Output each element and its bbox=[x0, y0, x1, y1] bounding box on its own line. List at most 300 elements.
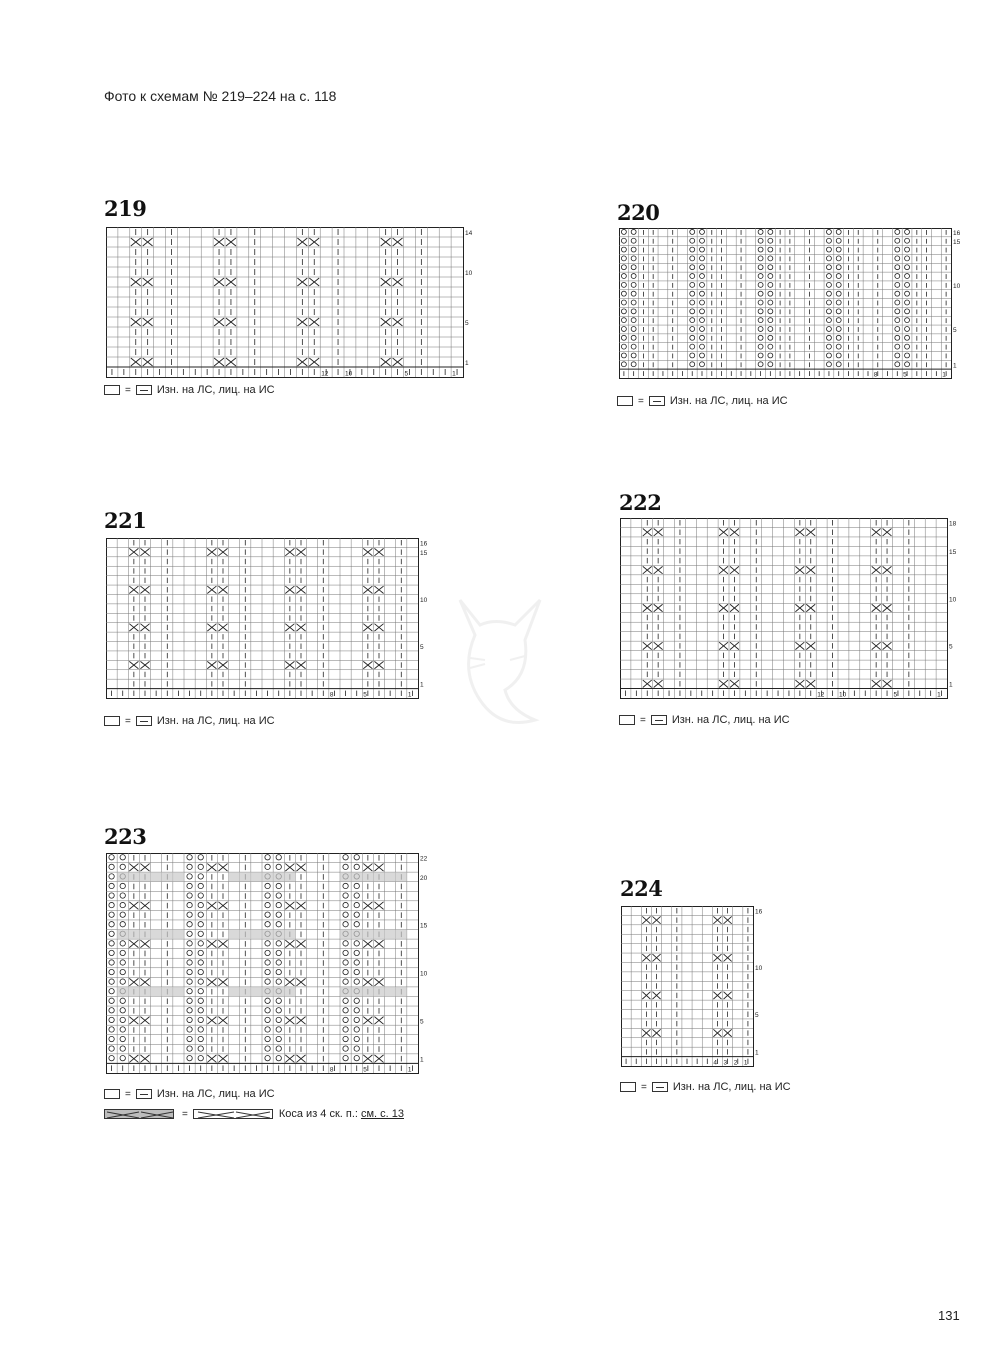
cable-shading bbox=[340, 930, 407, 940]
stitch-symbol bbox=[643, 528, 652, 535]
stitch-symbol bbox=[109, 969, 114, 974]
row-label: 1 bbox=[755, 1049, 759, 1057]
stitch-symbol bbox=[806, 642, 815, 649]
stitch-symbol bbox=[218, 548, 227, 555]
page-number: 131 bbox=[938, 1308, 960, 1323]
chart-number: 219 bbox=[104, 196, 147, 221]
stitch-symbol bbox=[905, 265, 910, 270]
stitch-symbol bbox=[120, 864, 125, 869]
stitch-symbol bbox=[109, 1008, 114, 1013]
stitch-symbol bbox=[129, 548, 138, 555]
stitch-symbol bbox=[700, 282, 705, 287]
stitch-symbol bbox=[109, 864, 114, 869]
stitch-symbol bbox=[309, 318, 319, 326]
stitch-symbol bbox=[207, 661, 216, 668]
stitch-symbol bbox=[768, 344, 773, 349]
stitch-symbol bbox=[309, 278, 319, 286]
stitch-symbol bbox=[187, 902, 192, 907]
stitch-symbol bbox=[140, 902, 149, 910]
stitch-symbol bbox=[140, 978, 149, 986]
row-label: 10 bbox=[953, 283, 961, 290]
stitch-symbol bbox=[719, 642, 728, 649]
col-label: 5 bbox=[363, 691, 367, 699]
stitch-symbol bbox=[621, 300, 626, 305]
stitch-symbol bbox=[768, 265, 773, 270]
stitch-symbol bbox=[276, 1017, 281, 1022]
stitch-symbol bbox=[276, 1008, 281, 1013]
stitch-symbol bbox=[276, 1055, 281, 1060]
stitch-symbol bbox=[187, 874, 192, 879]
stitch-symbol bbox=[276, 1036, 281, 1041]
stitch-symbol bbox=[354, 855, 359, 860]
stitch-symbol bbox=[285, 864, 294, 872]
empty-cell-symbol-icon bbox=[620, 1082, 636, 1092]
stitch-symbol bbox=[905, 282, 910, 287]
row-label: 5 bbox=[949, 643, 953, 651]
stitch-symbol bbox=[343, 1008, 348, 1013]
stitch-symbol bbox=[109, 1027, 114, 1032]
stitch-symbol bbox=[730, 642, 739, 649]
purl-symbol-icon bbox=[649, 396, 665, 406]
stitch-symbol bbox=[895, 309, 900, 314]
row-label: 10 bbox=[465, 270, 473, 277]
stitch-symbol bbox=[836, 238, 841, 243]
stitch-symbol bbox=[690, 291, 695, 296]
stitch-symbol bbox=[643, 642, 652, 649]
stitch-symbol bbox=[187, 864, 192, 869]
stitch-symbol bbox=[700, 265, 705, 270]
stitch-symbol bbox=[187, 998, 192, 1003]
stitch-symbol bbox=[905, 247, 910, 252]
stitch-symbol bbox=[631, 238, 636, 243]
purl-symbol-icon bbox=[136, 385, 152, 395]
empty-cell-symbol-icon bbox=[104, 1089, 120, 1099]
stitch-symbol bbox=[826, 247, 831, 252]
stitch-symbol bbox=[700, 229, 705, 234]
stitch-symbol bbox=[690, 238, 695, 243]
stitch-symbol bbox=[905, 335, 910, 340]
stitch-symbol bbox=[826, 353, 831, 358]
stitch-symbol bbox=[296, 661, 305, 668]
row-label: 10 bbox=[420, 597, 428, 604]
stitch-symbol bbox=[343, 922, 348, 927]
stitch-symbol bbox=[652, 916, 660, 923]
stitch-symbol bbox=[374, 864, 383, 872]
stitch-symbol bbox=[768, 238, 773, 243]
stitch-symbol bbox=[265, 1027, 270, 1032]
stitch-symbol bbox=[296, 940, 305, 948]
chart-block-223 bbox=[104, 824, 464, 1134]
stitch-symbol bbox=[354, 1046, 359, 1051]
stitch-symbol bbox=[218, 1017, 227, 1025]
stitch-symbol bbox=[218, 1055, 227, 1063]
stitch-symbol bbox=[374, 548, 383, 555]
stitch-symbol bbox=[207, 624, 216, 631]
stitch-symbol bbox=[343, 893, 348, 898]
stitch-symbol bbox=[836, 229, 841, 234]
stitch-symbol bbox=[187, 960, 192, 965]
knitting-chart-grid bbox=[106, 538, 436, 708]
col-label: 5 bbox=[404, 370, 409, 378]
row-label: 16 bbox=[420, 540, 428, 548]
stitch-symbol bbox=[719, 528, 728, 535]
stitch-symbol bbox=[265, 969, 270, 974]
chart-block-220 bbox=[617, 200, 977, 410]
stitch-symbol bbox=[265, 1017, 270, 1022]
legend-row bbox=[104, 384, 275, 396]
stitch-symbol bbox=[758, 256, 763, 261]
stitch-symbol bbox=[621, 318, 626, 323]
row-label: 18 bbox=[949, 520, 957, 528]
stitch-symbol bbox=[631, 256, 636, 261]
stitch-symbol bbox=[895, 335, 900, 340]
stitch-symbol bbox=[374, 661, 383, 668]
stitch-symbol bbox=[143, 318, 153, 326]
stitch-symbol bbox=[207, 1055, 216, 1063]
stitch-symbol bbox=[652, 954, 660, 961]
stitch-symbol bbox=[700, 344, 705, 349]
row-label: 15 bbox=[953, 238, 961, 246]
stitch-symbol bbox=[374, 902, 383, 910]
cable-shading bbox=[117, 872, 184, 882]
stitch-symbol bbox=[631, 309, 636, 314]
stitch-symbol bbox=[631, 229, 636, 234]
chart-number: 220 bbox=[617, 200, 660, 225]
stitch-symbol bbox=[621, 229, 626, 234]
stitch-symbol bbox=[642, 1029, 650, 1036]
stitch-symbol bbox=[381, 238, 391, 246]
stitch-symbol bbox=[621, 282, 626, 287]
stitch-symbol bbox=[276, 912, 281, 917]
stitch-symbol bbox=[690, 229, 695, 234]
stitch-symbol bbox=[296, 1017, 305, 1025]
stitch-symbol bbox=[131, 318, 141, 326]
stitch-symbol bbox=[187, 931, 192, 936]
stitch-symbol bbox=[140, 548, 149, 555]
cable-shading bbox=[229, 987, 296, 997]
stitch-symbol bbox=[265, 893, 270, 898]
knitting-chart-grid bbox=[106, 227, 481, 387]
stitch-symbol bbox=[768, 362, 773, 367]
stitch-symbol bbox=[895, 247, 900, 252]
stitch-symbol bbox=[276, 855, 281, 860]
cable-shading bbox=[229, 872, 296, 882]
stitch-symbol bbox=[198, 855, 203, 860]
stitch-symbol bbox=[187, 1008, 192, 1013]
stitch-symbol bbox=[621, 344, 626, 349]
stitch-symbol bbox=[758, 327, 763, 332]
stitch-symbol bbox=[198, 874, 203, 879]
stitch-symbol bbox=[713, 1029, 721, 1036]
stitch-symbol bbox=[129, 902, 138, 910]
stitch-symbol bbox=[109, 989, 114, 994]
stitch-symbol bbox=[296, 624, 305, 631]
cable-shading bbox=[340, 872, 407, 882]
stitch-symbol bbox=[631, 344, 636, 349]
stitch-symbol bbox=[905, 353, 910, 358]
stitch-symbol bbox=[621, 291, 626, 296]
stitch-symbol bbox=[700, 309, 705, 314]
stitch-symbol bbox=[883, 680, 892, 687]
chart-block-224 bbox=[620, 876, 840, 1106]
stitch-symbol bbox=[381, 318, 391, 326]
stitch-symbol bbox=[700, 238, 705, 243]
equals-sign: = bbox=[640, 714, 646, 726]
stitch-symbol bbox=[343, 979, 348, 984]
stitch-symbol bbox=[140, 864, 149, 872]
cable-legend-text: Коса из 4 ск. п.: bbox=[278, 1108, 358, 1120]
stitch-symbol bbox=[120, 1046, 125, 1051]
stitch-symbol bbox=[836, 309, 841, 314]
stitch-symbol bbox=[276, 979, 281, 984]
stitch-symbol bbox=[363, 548, 372, 555]
legend-row bbox=[104, 715, 275, 727]
row-label: 1 bbox=[949, 681, 953, 689]
col-label: 12 bbox=[817, 691, 825, 699]
stitch-symbol bbox=[700, 327, 705, 332]
col-label: 8 bbox=[873, 371, 878, 379]
knitting-chart-grid bbox=[106, 853, 436, 1083]
page-reference-link[interactable]: см. с. 13 bbox=[360, 1108, 404, 1120]
stitch-symbol bbox=[265, 1046, 270, 1051]
legend-row bbox=[104, 1088, 275, 1100]
stitch-symbol bbox=[363, 940, 372, 948]
stitch-symbol bbox=[652, 992, 660, 999]
row-label: 5 bbox=[953, 327, 957, 335]
stitch-symbol bbox=[883, 642, 892, 649]
stitch-symbol bbox=[198, 931, 203, 936]
row-label: 20 bbox=[420, 874, 428, 882]
stitch-symbol bbox=[363, 902, 372, 910]
stitch-symbol bbox=[187, 979, 192, 984]
stitch-symbol bbox=[265, 998, 270, 1003]
stitch-symbol bbox=[120, 855, 125, 860]
stitch-symbol bbox=[768, 318, 773, 323]
stitch-symbol bbox=[690, 327, 695, 332]
stitch-symbol bbox=[363, 586, 372, 593]
stitch-symbol bbox=[120, 941, 125, 946]
stitch-symbol bbox=[343, 960, 348, 965]
stitch-symbol bbox=[905, 291, 910, 296]
stitch-symbol bbox=[218, 978, 227, 986]
stitch-symbol bbox=[621, 274, 626, 279]
stitch-symbol bbox=[905, 274, 910, 279]
empty-cell-symbol-icon bbox=[617, 396, 633, 406]
stitch-symbol bbox=[296, 978, 305, 986]
stitch-symbol bbox=[826, 238, 831, 243]
stitch-symbol bbox=[363, 1055, 372, 1063]
stitch-symbol bbox=[120, 979, 125, 984]
stitch-symbol bbox=[905, 309, 910, 314]
stitch-symbol bbox=[198, 1046, 203, 1051]
stitch-symbol bbox=[631, 318, 636, 323]
stitch-symbol bbox=[895, 282, 900, 287]
stitch-symbol bbox=[218, 661, 227, 668]
stitch-symbol bbox=[109, 1017, 114, 1022]
stitch-symbol bbox=[354, 1055, 359, 1060]
col-label: 2 bbox=[733, 1059, 738, 1067]
row-label: 15 bbox=[420, 922, 428, 930]
row-label: 10 bbox=[420, 970, 428, 978]
stitch-symbol bbox=[768, 274, 773, 279]
col-label: 1 bbox=[407, 691, 412, 699]
stitch-symbol bbox=[354, 883, 359, 888]
stitch-symbol bbox=[826, 256, 831, 261]
row-label: 10 bbox=[755, 965, 763, 972]
stitch-symbol bbox=[140, 940, 149, 948]
stitch-symbol bbox=[642, 916, 650, 923]
stitch-symbol bbox=[895, 256, 900, 261]
stitch-symbol bbox=[758, 247, 763, 252]
stitch-symbol bbox=[276, 893, 281, 898]
stitch-symbol bbox=[905, 362, 910, 367]
col-label: 1 bbox=[452, 370, 456, 378]
stitch-symbol bbox=[343, 883, 348, 888]
stitch-symbol bbox=[343, 1027, 348, 1032]
stitch-symbol bbox=[354, 979, 359, 984]
stitch-symbol bbox=[836, 274, 841, 279]
stitch-symbol bbox=[207, 864, 216, 872]
stitch-symbol bbox=[265, 883, 270, 888]
stitch-symbol bbox=[285, 1017, 294, 1025]
stitch-symbol bbox=[905, 344, 910, 349]
cable-shading bbox=[340, 987, 407, 997]
equals-sign: = bbox=[182, 1108, 188, 1120]
stitch-symbol bbox=[826, 327, 831, 332]
stitch-symbol bbox=[883, 528, 892, 535]
stitch-symbol bbox=[120, 950, 125, 955]
stitch-symbol bbox=[836, 327, 841, 332]
stitch-symbol bbox=[187, 950, 192, 955]
stitch-symbol bbox=[187, 883, 192, 888]
stitch-symbol bbox=[713, 954, 721, 961]
empty-cell-symbol-icon bbox=[619, 715, 635, 725]
stitch-symbol bbox=[836, 300, 841, 305]
stitch-symbol bbox=[895, 344, 900, 349]
stitch-symbol bbox=[276, 950, 281, 955]
stitch-symbol bbox=[768, 229, 773, 234]
stitch-symbol bbox=[143, 358, 153, 366]
stitch-symbol bbox=[198, 1027, 203, 1032]
stitch-symbol bbox=[730, 528, 739, 535]
stitch-symbol bbox=[872, 680, 881, 687]
stitch-symbol bbox=[109, 1055, 114, 1060]
stitch-symbol bbox=[631, 327, 636, 332]
col-label: 8 bbox=[329, 1066, 334, 1074]
stitch-symbol bbox=[768, 327, 773, 332]
row-label: 1 bbox=[420, 1056, 424, 1064]
row-label: 5 bbox=[420, 644, 424, 652]
stitch-symbol bbox=[187, 922, 192, 927]
stitch-symbol bbox=[690, 335, 695, 340]
stitch-symbol bbox=[297, 358, 307, 366]
stitch-symbol bbox=[690, 362, 695, 367]
stitch-symbol bbox=[265, 922, 270, 927]
chart-number: 222 bbox=[619, 490, 662, 515]
stitch-symbol bbox=[724, 916, 732, 923]
stitch-symbol bbox=[129, 940, 138, 948]
stitch-symbol bbox=[120, 969, 125, 974]
stitch-symbol bbox=[285, 624, 294, 631]
row-label: 16 bbox=[755, 908, 763, 916]
stitch-symbol bbox=[719, 604, 728, 611]
stitch-symbol bbox=[198, 998, 203, 1003]
stitch-symbol bbox=[109, 922, 114, 927]
stitch-symbol bbox=[265, 960, 270, 965]
stitch-symbol bbox=[198, 1008, 203, 1013]
col-label: 8 bbox=[329, 691, 334, 699]
stitch-symbol bbox=[724, 954, 732, 961]
stitch-symbol bbox=[285, 586, 294, 593]
stitch-symbol bbox=[218, 586, 227, 593]
col-label: 10 bbox=[345, 370, 353, 378]
stitch-symbol bbox=[120, 960, 125, 965]
stitch-symbol bbox=[806, 680, 815, 687]
stitch-symbol bbox=[187, 1036, 192, 1041]
stitch-symbol bbox=[631, 274, 636, 279]
col-label: 1 bbox=[407, 1066, 412, 1074]
stitch-symbol bbox=[297, 278, 307, 286]
stitch-symbol bbox=[343, 950, 348, 955]
legend-text: Изн. на ЛС, лиц. на ИС bbox=[156, 384, 275, 396]
stitch-symbol bbox=[836, 247, 841, 252]
stitch-symbol bbox=[905, 256, 910, 261]
stitch-symbol bbox=[905, 238, 910, 243]
stitch-symbol bbox=[806, 566, 815, 573]
stitch-symbol bbox=[895, 362, 900, 367]
stitch-symbol bbox=[343, 941, 348, 946]
stitch-symbol bbox=[690, 256, 695, 261]
stitch-symbol bbox=[795, 528, 804, 535]
stitch-symbol bbox=[836, 265, 841, 270]
stitch-symbol bbox=[207, 978, 216, 986]
cable-shading bbox=[117, 930, 184, 940]
row-label: 22 bbox=[420, 855, 428, 863]
stitch-symbol bbox=[265, 1036, 270, 1041]
stitch-symbol bbox=[826, 362, 831, 367]
gray-cable-symbol-icon bbox=[104, 1109, 174, 1119]
stitch-symbol bbox=[218, 902, 227, 910]
page-header: Фото к схемам № 219–224 на с. 118 bbox=[104, 88, 337, 104]
stitch-symbol bbox=[690, 353, 695, 358]
stitch-symbol bbox=[806, 528, 815, 535]
stitch-symbol bbox=[198, 941, 203, 946]
stitch-symbol bbox=[895, 274, 900, 279]
stitch-symbol bbox=[265, 902, 270, 907]
stitch-symbol bbox=[872, 604, 881, 611]
empty-cell-symbol-icon bbox=[104, 385, 120, 395]
stitch-symbol bbox=[343, 902, 348, 907]
stitch-symbol bbox=[758, 274, 763, 279]
stitch-symbol bbox=[120, 902, 125, 907]
row-label: 14 bbox=[465, 230, 473, 237]
stitch-symbol bbox=[187, 1027, 192, 1032]
stitch-symbol bbox=[374, 586, 383, 593]
stitch-symbol bbox=[120, 893, 125, 898]
stitch-symbol bbox=[621, 309, 626, 314]
row-label: 5 bbox=[755, 1012, 759, 1020]
stitch-symbol bbox=[836, 282, 841, 287]
stitch-symbol bbox=[109, 1036, 114, 1041]
stitch-symbol bbox=[207, 548, 216, 555]
stitch-symbol bbox=[895, 238, 900, 243]
stitch-symbol bbox=[826, 282, 831, 287]
stitch-symbol bbox=[758, 353, 763, 358]
stitch-symbol bbox=[354, 969, 359, 974]
stitch-symbol bbox=[343, 912, 348, 917]
stitch-symbol bbox=[826, 300, 831, 305]
stitch-symbol bbox=[265, 855, 270, 860]
